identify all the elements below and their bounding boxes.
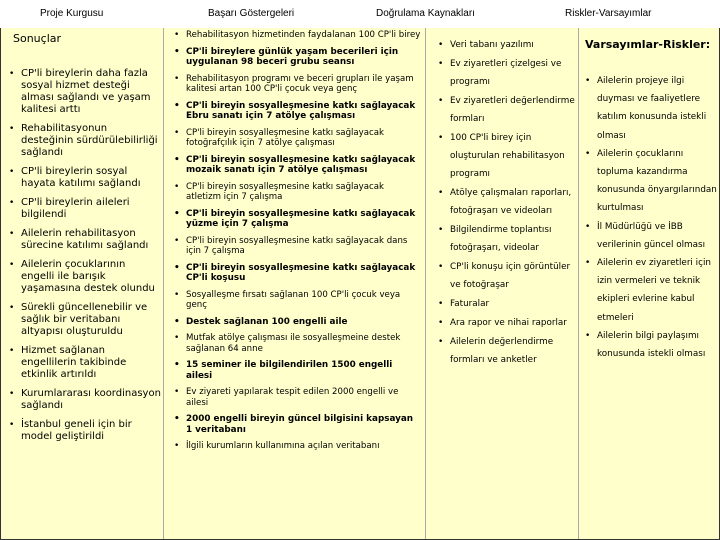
source-item: • 100 CP'li birey için oluşturulan rehabilitasyon programı bbox=[450, 129, 578, 183]
sources-column bbox=[425, 28, 578, 540]
source-item: • Ev ziyaretleri çizelgesi ve programı bbox=[450, 55, 578, 91]
indicator-item: • CP'li bireyin sosyalleşmesine katkı sağlayacak Ebru sanatı için 7 atölye çalışması bbox=[186, 101, 421, 122]
risk-item: • Ailelerin çocuklarını topluma kazandırma konusunda önyargılarından kurtulması bbox=[597, 145, 719, 218]
indicator-item: • CP'li bireyin sosyalleşmesine katkı sağlayacak mozaik sanatı için 7 atölye çalışması bbox=[186, 155, 421, 176]
indicator-item: • 15 seminer ile bilgilendirilen 1500 engelli ailesi bbox=[186, 360, 421, 381]
indicator-item: • Rehabilitasyon hizmetinden faydalanan 100 CP'li birey bbox=[186, 30, 421, 41]
table-header bbox=[0, 0, 720, 29]
results-column bbox=[0, 28, 163, 540]
result-item: • İstanbul geneli için bir model geliştirildi bbox=[21, 419, 161, 443]
result-item: • Kurumlararası koordinasyon sağlandı bbox=[21, 388, 161, 412]
result-item: • Hizmet sağlanan engellilerin takibinde etkinlik artırıldı bbox=[21, 345, 161, 381]
risk-item: • Ailelerin bilgi paylaşımı konusunda istekli olması bbox=[597, 327, 719, 363]
indicator-item: • CP'li bireyin sosyalleşmesine katkı sağlayacak yüzme için 7 çalışma bbox=[186, 209, 421, 230]
risk-item: • Ailelerin ev ziyaretleri için izin vermeleri ve teknik ekipleri evlerine kabul etmeleri bbox=[597, 254, 719, 327]
indicator-item: • Destek sağlanan 100 engelli aile bbox=[186, 317, 421, 328]
header-success-indicators: Başarı Göstergeleri bbox=[208, 8, 295, 19]
indicators-list bbox=[186, 30, 421, 458]
source-item: • Ailelerin değerlendirme formları ve anketler bbox=[450, 333, 578, 369]
risk-item: • Ailelerin projeye ilgi duyması ve faaliyetlere katılım konusunda istekli olması bbox=[597, 72, 719, 145]
risks-column bbox=[578, 28, 720, 540]
source-item: • Ara rapor ve nihai raporlar bbox=[450, 314, 578, 332]
risks-list bbox=[597, 72, 719, 363]
indicator-item: • Rehabilitasyon programı ve beceri grupları ile yaşam kalitesi artan 100 CP'li çocuk veya genç bbox=[186, 74, 421, 95]
source-item: • Faturalar bbox=[450, 295, 578, 313]
header-risks-assumptions: Riskler-Varsayımlar bbox=[565, 8, 652, 19]
indicator-item: • İlgili kurumların kullanımına açılan veritabanı bbox=[186, 441, 421, 452]
result-item: • CP'li bireylerin sosyal hayata katılımı sağlandı bbox=[21, 166, 161, 190]
source-item: • Veri tabanı yazılımı bbox=[450, 36, 578, 54]
result-item: • Ailelerin rehabilitasyon sürecine katılımı sağlandı bbox=[21, 228, 161, 252]
indicator-item: • Ev ziyareti yapılarak tespit edilen 2000 engelli ve ailesi bbox=[186, 387, 421, 408]
indicators-column bbox=[163, 28, 425, 540]
indicator-item: • CP'li bireyin sosyalleşmesine katkı sağlayacak dans için 7 çalışma bbox=[186, 236, 421, 257]
header-verification-sources: Doğrulama Kaynakları bbox=[376, 8, 475, 19]
results-title: Sonuçlar bbox=[13, 32, 62, 45]
results-list bbox=[21, 68, 161, 450]
result-item: • Sürekli güncellenebilir ve sağlık bir veritabanı altyapısı oluşturuldu bbox=[21, 302, 161, 338]
source-item: • Atölye çalışmaları raporları, fotoğraşarı ve videoları bbox=[450, 184, 578, 220]
result-item: • Rehabilitasyonun desteğinin sürdürülebilirliği sağlandı bbox=[21, 123, 161, 159]
indicator-item: • CP'li bireylere günlük yaşam becerileri için uygulanan 98 beceri grubu seansı bbox=[186, 47, 421, 68]
indicator-item: • CP'li bireyin sosyalleşmesine katkı sağlayacak fotoğrafçılık için 7 atölye çalışması bbox=[186, 128, 421, 149]
indicator-item: • CP'li bireyin sosyalleşmesine katkı sağlayacak CP'li koşusu bbox=[186, 263, 421, 284]
risk-item: • İl Müdürlüğü ve İBB verilerinin güncel olması bbox=[597, 218, 719, 254]
indicator-item: • Sosyalleşme fırsatı sağlanan 100 CP'li çocuk veya genç bbox=[186, 290, 421, 311]
risks-title: Varsayımlar-Riskler: bbox=[585, 38, 711, 51]
indicator-item: • 2000 engelli bireyin güncel bilgisini kapsayan 1 veritabanı bbox=[186, 414, 421, 435]
source-item: • Ev ziyaretleri değerlendirme formları bbox=[450, 92, 578, 128]
result-item: • CP'li bireylerin aileleri bilgilendi bbox=[21, 197, 161, 221]
indicator-item: • Mutfak atölye çalışması ile sosyalleşmeine destek sağlanan 64 anne bbox=[186, 333, 421, 354]
result-item: • Ailelerin çocuklarının engelli ile barışık yaşamasına destek olundu bbox=[21, 259, 161, 295]
sources-list bbox=[450, 36, 578, 370]
source-item: • CP'li konuşu için görüntüler ve fotoğraşar bbox=[450, 258, 578, 294]
indicator-item: • CP'li bireyin sosyalleşmesine katkı sağlayacak atletizm için 7 çalışma bbox=[186, 182, 421, 203]
header-project-design: Proje Kurgusu bbox=[40, 8, 104, 19]
result-item: • CP'li bireylerin daha fazla sosyal hizmet desteği alması sağlandı ve yaşam kalitesi arttı bbox=[21, 68, 161, 116]
source-item: • Bilgilendirme toplantısı fotoğraşarı, videolar bbox=[450, 221, 578, 257]
